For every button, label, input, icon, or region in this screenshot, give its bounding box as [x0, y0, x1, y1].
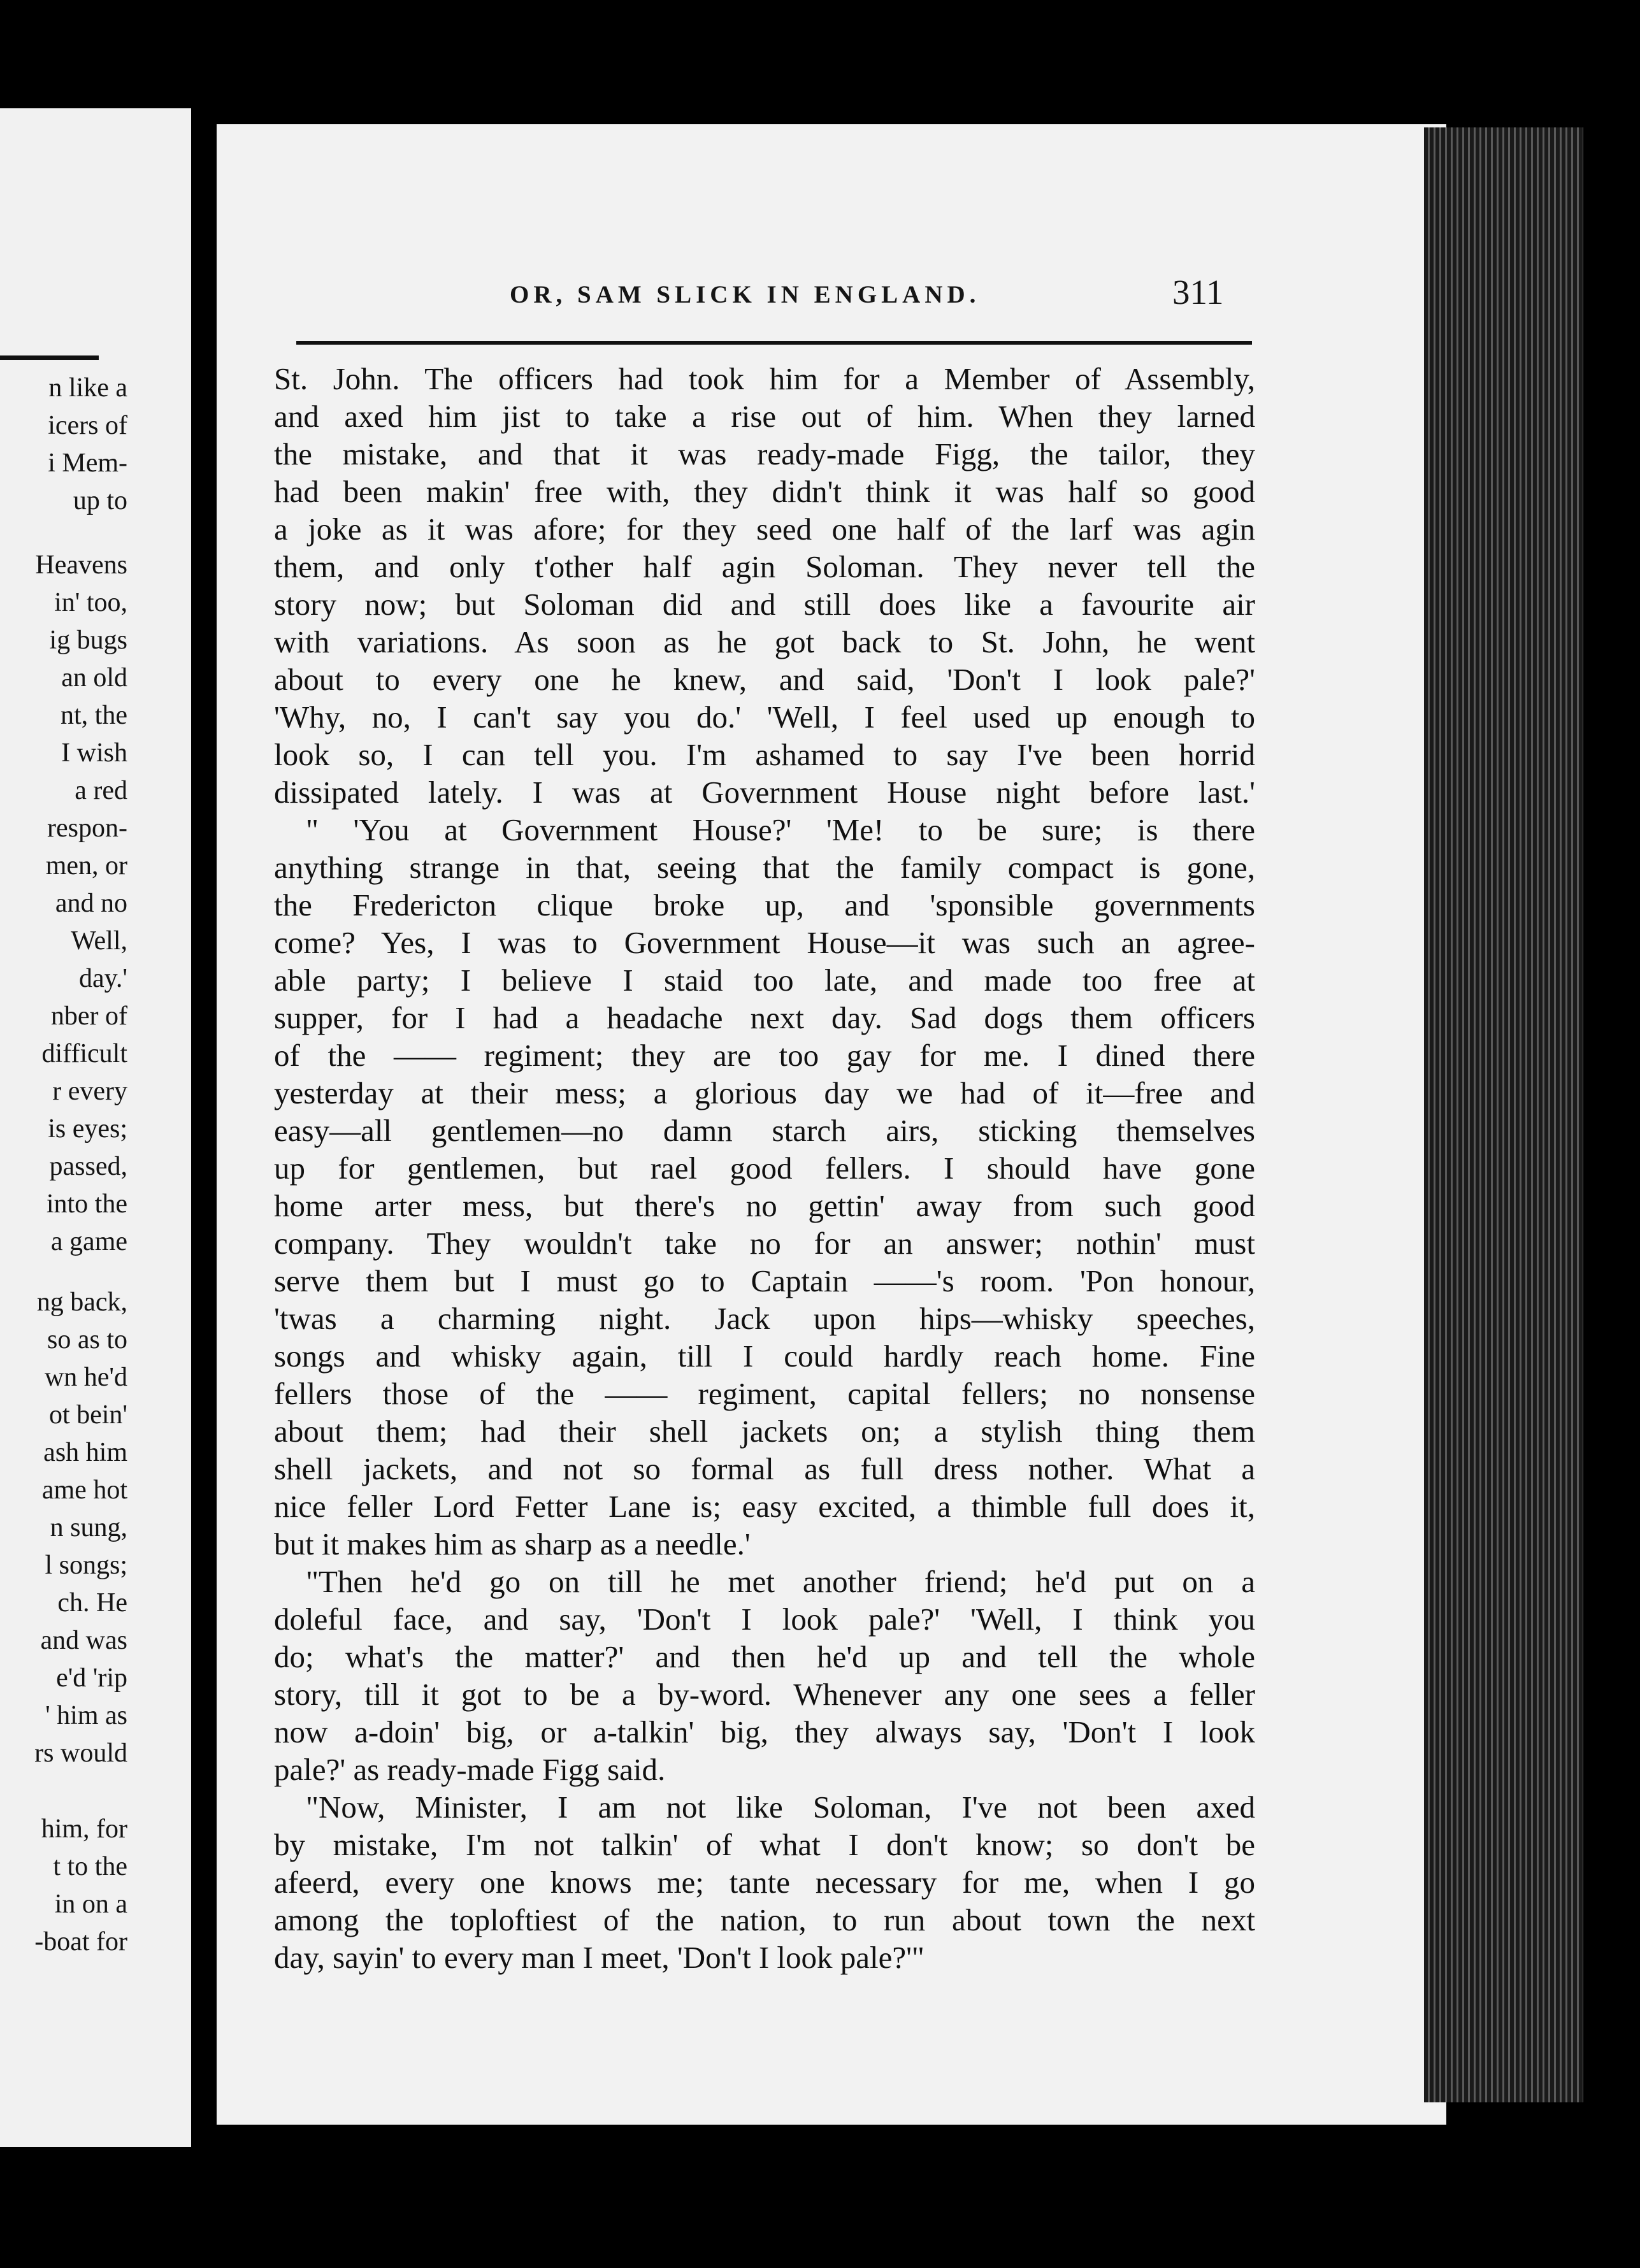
left-page-line: t to the — [53, 1852, 127, 1881]
left-page-line: i Mem- — [48, 449, 127, 478]
left-page-line: ' him as — [45, 1701, 127, 1730]
header-rule — [296, 341, 1252, 345]
text-line: had been makin' free with, they didn't think it was half so good — [274, 474, 1255, 509]
text-line: supper, for I had a headache next day. Sad dogs them officers — [274, 1000, 1255, 1035]
left-page-line: in' too, — [54, 588, 127, 617]
left-page-line: and was — [40, 1626, 127, 1655]
text-line: afeerd, every one knows me; tante necessary for me, when I go — [274, 1865, 1255, 1900]
left-page-text — [0, 108, 191, 2147]
text-line: with variations. As soon as he got back to St. John, he went — [274, 624, 1255, 659]
text-line: " 'You at Government House?' 'Me! to be sure; is there — [306, 812, 1255, 847]
left-page-line: r every — [52, 1077, 127, 1106]
left-page-line: ch. He — [57, 1588, 127, 1618]
left-page-line: Heavens — [35, 550, 127, 580]
left-page-line: rs would — [34, 1739, 127, 1768]
text-line: shell jackets, and not so formal as full dress nother. What a — [274, 1451, 1255, 1486]
left-page-line: nt, the — [61, 701, 127, 730]
text-line: day, sayin' to every man I meet, 'Don't I look pale?'" — [274, 1940, 924, 1975]
text-line: anything strange in that, seeing that the family compact is gone, — [274, 850, 1255, 885]
text-line: home arter mess, but there's no gettin' away from such good — [274, 1188, 1255, 1223]
text-line: fellers those of the —— regiment, capital fellers; no nonsense — [274, 1376, 1255, 1411]
text-line: do; what's the matter?' and then he'd up and tell the whole — [274, 1639, 1255, 1674]
text-line: serve them but I must go to Captain ——'s room. 'Pon honour, — [274, 1263, 1255, 1298]
text-line: dissipated lately. I was at Government House night before last.' — [274, 775, 1255, 810]
left-page-line: ame hot — [41, 1475, 127, 1505]
text-line: nice feller Lord Fetter Lane is; easy excited, a thimble full does it, — [274, 1489, 1255, 1524]
text-line: story, till it got to be a by-word. Whenever any one sees a feller — [274, 1677, 1255, 1712]
left-page-line: ng back, — [36, 1288, 127, 1317]
left-page-line: icers of — [48, 411, 127, 440]
left-page-line: day.' — [79, 964, 127, 993]
left-page-line: in on a — [54, 1890, 127, 1919]
left-page-line: so as to — [47, 1325, 127, 1354]
text-line: and axed him jist to take a rise out of him. When they larned — [274, 399, 1255, 434]
left-page-line: difficult — [41, 1039, 127, 1068]
left-page-line: ot bein' — [48, 1400, 127, 1430]
text-line: a joke as it was afore; for they seed one half of the larf was agin — [274, 512, 1255, 547]
left-page-line: e'd 'rip — [56, 1663, 127, 1693]
text-line: songs and whisky again, till I could hardly reach home. Fine — [274, 1339, 1255, 1374]
left-page-line: respon- — [47, 814, 127, 843]
right-page — [217, 124, 1446, 2125]
text-line: able party; I believe I staid too late, and made too free at — [274, 963, 1255, 998]
left-page-line: a game — [50, 1227, 127, 1256]
left-page-line: into the — [46, 1189, 127, 1219]
left-page-line: I wish — [61, 738, 127, 768]
text-line: 'Why, no, I can't say you do.' 'Well, I feel used up enough to — [274, 700, 1255, 735]
left-page-line: a red — [75, 776, 127, 805]
left-page-line: up to — [73, 486, 127, 515]
text-line: "Now, Minister, I am not like Soloman, I've not been axed — [306, 1790, 1255, 1825]
text-line: the Fredericton clique broke up, and 'sponsible governments — [274, 887, 1255, 922]
text-line: look so, I can tell you. I'm ashamed to say I've been horrid — [274, 737, 1255, 772]
text-line: "Then he'd go on till he met another friend; he'd put on a — [306, 1564, 1255, 1599]
text-line: yesterday at their mess; a glorious day we had of it—free and — [274, 1075, 1255, 1110]
left-page-line: is eyes; — [48, 1114, 127, 1144]
text-line: 'twas a charming night. Jack upon hips—whisky speeches, — [274, 1301, 1255, 1336]
page-number: 311 — [1172, 273, 1224, 312]
text-line: easy—all gentlemen—no damn starch airs, sticking themselves — [274, 1113, 1255, 1148]
text-line: story now; but Soloman did and still does like a favourite air — [274, 587, 1255, 622]
left-page-line: and no — [55, 889, 127, 918]
left-page-line: n like a — [48, 373, 127, 403]
text-line: but it makes him as sharp as a needle.' — [274, 1526, 751, 1561]
left-page-line: men, or — [45, 851, 127, 880]
text-line: doleful face, and say, 'Don't I look pale?' 'Well, I think you — [274, 1602, 1255, 1637]
left-page — [0, 108, 191, 2147]
left-page-line: passed, — [49, 1152, 127, 1181]
text-line: the mistake, and that it was ready-made Figg, the tailor, they — [274, 436, 1255, 471]
text-line: by mistake, I'm not talkin' of what I don't know; so don't be — [274, 1827, 1255, 1862]
left-page-line: him, for — [41, 1814, 127, 1844]
left-page-line: l songs; — [45, 1551, 127, 1580]
text-line: them, and only t'other half agin Soloman. They never tell the — [274, 549, 1255, 584]
left-page-line: wn he'd — [44, 1363, 127, 1392]
left-page-line: n sung, — [50, 1513, 127, 1542]
left-page-line: -boat for — [34, 1927, 127, 1956]
text-line: among the toploftiest of the nation, to run about town the next — [274, 1902, 1255, 1937]
left-page-line: Well, — [71, 926, 127, 956]
text-line: St. John. The officers had took him for a Member of Assembly, — [274, 361, 1255, 396]
text-line: come? Yes, I was to Government House—it was such an agree- — [274, 925, 1255, 960]
running-title: OR, SAM SLICK IN ENGLAND. — [510, 281, 981, 308]
text-line: up for gentlemen, but rael good fellers. I should have gone — [274, 1151, 1255, 1186]
text-line: now a-doin' big, or a-talkin' big, they always say, 'Don't I look — [274, 1714, 1255, 1749]
page-edges — [1424, 127, 1583, 2102]
left-page-line: an old — [61, 663, 127, 693]
left-page-line: ash him — [43, 1438, 127, 1467]
left-page-line: nber of — [50, 1001, 127, 1031]
text-line: about to every one he knew, and said, 'Don't I look pale?' — [274, 662, 1255, 697]
text-line: about them; had their shell jackets on; a stylish thing them — [274, 1414, 1255, 1449]
text-line: company. They wouldn't take no for an answer; nothin' must — [274, 1226, 1255, 1261]
text-line: pale?' as ready-made Figg said. — [274, 1752, 666, 1787]
page-body — [274, 360, 1255, 1976]
left-page-line: ig bugs — [49, 626, 127, 655]
text-line: of the —— regiment; they are too gay for me. I dined there — [274, 1038, 1255, 1073]
